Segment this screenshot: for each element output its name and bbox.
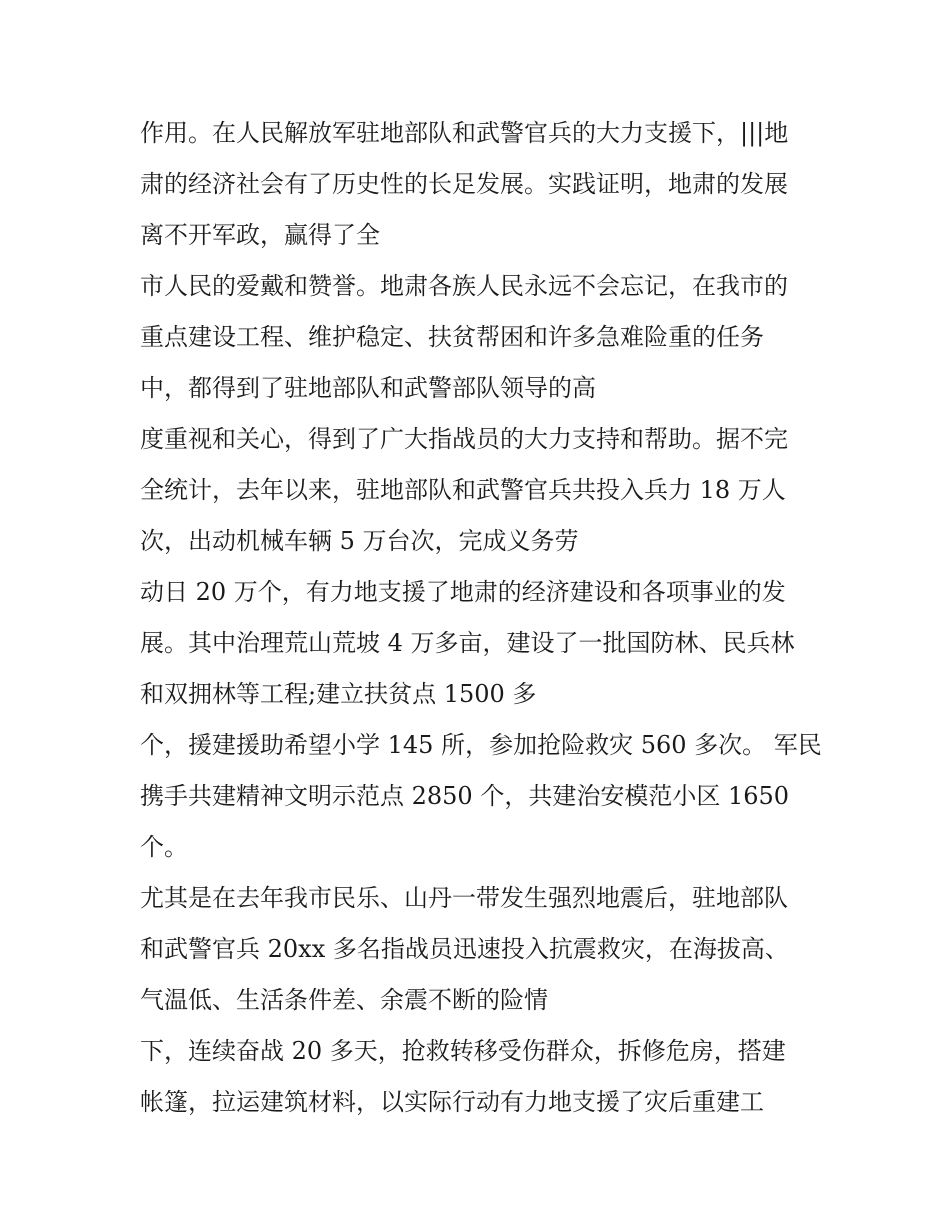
text-line: 中，都得到了驻地部队和武警部队领导的高 [140,374,596,402]
text-line: 市人民的爱戴和赞誉。地肃各族人民永远不会忘记，在我市的 [140,272,788,300]
text-line: 下，连续奋战 20 多天，抢救转移受伤群众，拆修危房，搭建 [140,1037,786,1065]
text-line: 度重视和关心，得到了广大指战员的大力支持和帮助。据不完 [140,425,788,453]
text-line: 帐篷，拉运建筑材料，以实际行动有力地支援了灾后重建工 [140,1088,764,1116]
text-line: 携手共建精神文明示范点 2850 个，共建治安模范小区 1650 [140,782,790,810]
text-line: 气温低、生活条件差、余震不断的险情 [140,986,548,1014]
text-line: 和武警官兵 20xx 多名指战员迅速投入抗震救灾，在海拔高、 [140,935,789,963]
document-body [140,108,830,1128]
text-line: 尤其是在去年我市民乐、山丹一带发生强烈地震后，驻地部队 [140,884,788,912]
text-line: 展。其中治理荒山荒坡 4 万多亩，建设了一批国防林、民兵林 [140,629,795,657]
text-line: 作用。在人民解放军驻地部队和武警官兵的大力支援下，|||地 [140,119,789,147]
text-line: 次，出动机械车辆 5 万台次，完成义务劳 [140,527,579,555]
text-line: 个。 [140,833,188,861]
text-line: 重点建设工程、维护稳定、扶贫帮困和许多急难险重的任务 [140,323,764,351]
text-line: 动日 20 万个，有力地支援了地肃的经济建设和各项事业的发 [140,578,786,606]
text-line: 和双拥林等工程;建立扶贫点 1500 多 [140,680,537,708]
text-line: 肃的经济社会有了历史性的长足发展。实践证明，地肃的发展 [140,170,788,198]
text-line: 全统计，去年以来，驻地部队和武警官兵共投入兵力 18 万人 [140,476,786,504]
text-line: 个，援建援助希望小学 145 所，参加抢险救灾 560 多次。 军民 [140,731,822,759]
text-line: 离不开军政，赢得了全 [140,221,380,249]
